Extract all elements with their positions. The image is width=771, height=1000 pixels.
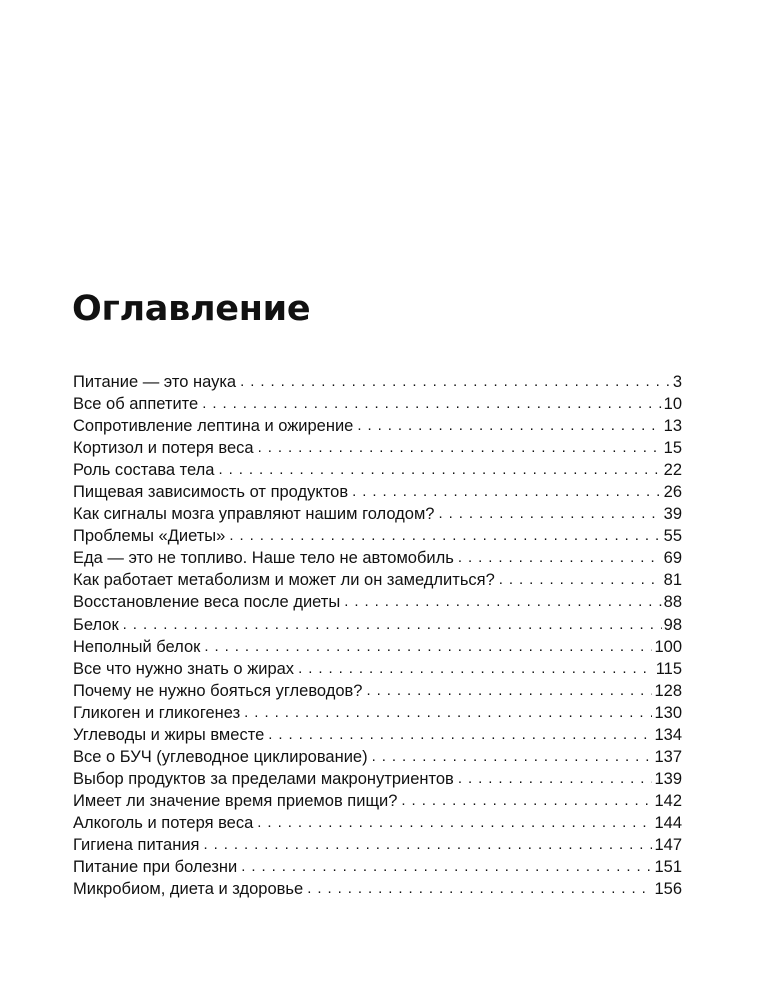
toc-page-number: 3 (672, 373, 682, 391)
toc-entry-title: Пищевая зависимость от продуктов (73, 483, 349, 502)
toc-entry (73, 525, 682, 547)
toc-entry-title: Как сигналы мозга управляют нашим голодом? (73, 505, 435, 524)
dot-leader (458, 768, 653, 790)
toc-entry-title: Имеет ли значение время приемов пищи? (73, 791, 398, 810)
toc-page-number: 144 (654, 813, 682, 832)
toc-entry-title: Питание при болезни (73, 858, 238, 877)
dot-leader (439, 503, 662, 525)
dot-leader (298, 658, 654, 680)
toc-entry-title: Роль состава тела (73, 461, 215, 480)
dot-leader (244, 702, 652, 724)
toc-page-number: 88 (663, 593, 682, 612)
dot-leader (258, 437, 662, 459)
toc-page-number: 22 (663, 461, 682, 480)
dot-leader (218, 459, 661, 481)
toc-page-number: 130 (654, 703, 682, 722)
toc-entry-title: Все о БУЧ (углеводное циклирование) (73, 747, 368, 766)
toc-entry (73, 569, 682, 591)
dot-leader (352, 481, 662, 503)
dot-leader (240, 371, 671, 393)
toc-page-number: 13 (663, 417, 682, 436)
toc-entry-title: Микробиом, диета и здоровье (73, 880, 304, 899)
toc-entry (73, 658, 682, 680)
toc-entry (73, 790, 682, 812)
dot-leader (307, 878, 652, 900)
toc-page-number: 142 (654, 791, 682, 810)
dot-leader (241, 856, 652, 878)
toc-entry (73, 591, 682, 613)
toc-page-number: 55 (663, 527, 682, 546)
toc-entry-title: Сопротивление лептина и ожирение (73, 417, 354, 436)
dot-leader (257, 812, 652, 834)
toc-page-number: 134 (654, 725, 682, 744)
toc-page-number: 115 (655, 659, 682, 678)
toc-page-number: 39 (663, 505, 682, 524)
toc-entry (73, 834, 682, 856)
toc-entry (73, 393, 682, 415)
toc-entry (73, 768, 682, 790)
toc-entry (73, 856, 682, 878)
toc-entry-title: Все об аппетите (73, 395, 199, 414)
toc-entry-title: Восстановление веса после диеты (73, 593, 341, 612)
dot-leader (203, 834, 652, 856)
dot-leader (123, 614, 662, 636)
toc-entry (73, 878, 682, 900)
toc-entry (73, 724, 682, 746)
toc-entry (73, 437, 682, 459)
toc-entry (73, 481, 682, 503)
dot-leader (499, 569, 662, 591)
toc-page-number: 98 (663, 615, 682, 634)
toc-entry-title: Белок (73, 615, 119, 634)
toc-entry (73, 614, 682, 636)
dot-leader (204, 636, 652, 658)
toc-entry-title: Все что нужно знать о жирах (73, 659, 295, 678)
toc-entry-title: Выбор продуктов за пределами макронутриентов (73, 769, 454, 788)
toc-entry (73, 547, 682, 569)
dot-leader (357, 415, 661, 437)
toc-page-number: 137 (654, 747, 682, 766)
toc-entry (73, 680, 682, 702)
dot-leader (401, 790, 652, 812)
toc-page-number: 69 (663, 549, 682, 568)
dot-leader (268, 724, 652, 746)
toc-entry-title: Кортизол и потеря веса (73, 439, 254, 458)
dot-leader (202, 393, 661, 415)
toc-page-number: 26 (663, 483, 682, 502)
dot-leader (458, 547, 662, 569)
toc-list (73, 371, 682, 900)
toc-entry (73, 371, 682, 393)
toc-page-number: 147 (654, 835, 682, 854)
toc-page-number: 10 (663, 395, 682, 414)
toc-page-number: 100 (654, 637, 682, 656)
toc-entry-title: Неполный белок (73, 637, 201, 656)
toc-entry-title: Алкоголь и потеря веса (73, 813, 254, 832)
dot-leader (229, 525, 661, 547)
toc-entry (73, 415, 682, 437)
toc-page-number: 81 (663, 571, 682, 590)
toc-entry-title: Углеводы и жиры вместе (73, 725, 265, 744)
toc-entry (73, 702, 682, 724)
toc-page-number: 128 (654, 681, 682, 700)
page-title: Оглавление (72, 289, 311, 329)
toc-entry-title: Почему не нужно бояться углеводов? (73, 681, 363, 700)
toc-entry-title: Проблемы «Диеты» (73, 527, 226, 546)
toc-entry (73, 459, 682, 481)
toc-entry-title: Еда — это не топливо. Наше тело не автомобиль (73, 549, 454, 568)
toc-page-number: 139 (654, 769, 682, 788)
toc-page-number: 156 (654, 880, 682, 899)
dot-leader (372, 746, 653, 768)
toc-entry (73, 812, 682, 834)
toc-entry (73, 503, 682, 525)
toc-entry (73, 636, 682, 658)
dot-leader (344, 591, 661, 613)
dot-leader (366, 680, 652, 702)
toc-entry-title: Как работает метаболизм и может ли он замедлиться? (73, 571, 495, 590)
toc-entry-title: Гликоген и гликогенез (73, 703, 241, 722)
toc-page-number: 15 (663, 439, 682, 458)
toc-entry (73, 746, 682, 768)
toc-page-number: 151 (654, 858, 682, 877)
toc-entry-title: Питание — это наука (73, 373, 237, 391)
toc-entry-title: Гигиена питания (73, 835, 200, 854)
